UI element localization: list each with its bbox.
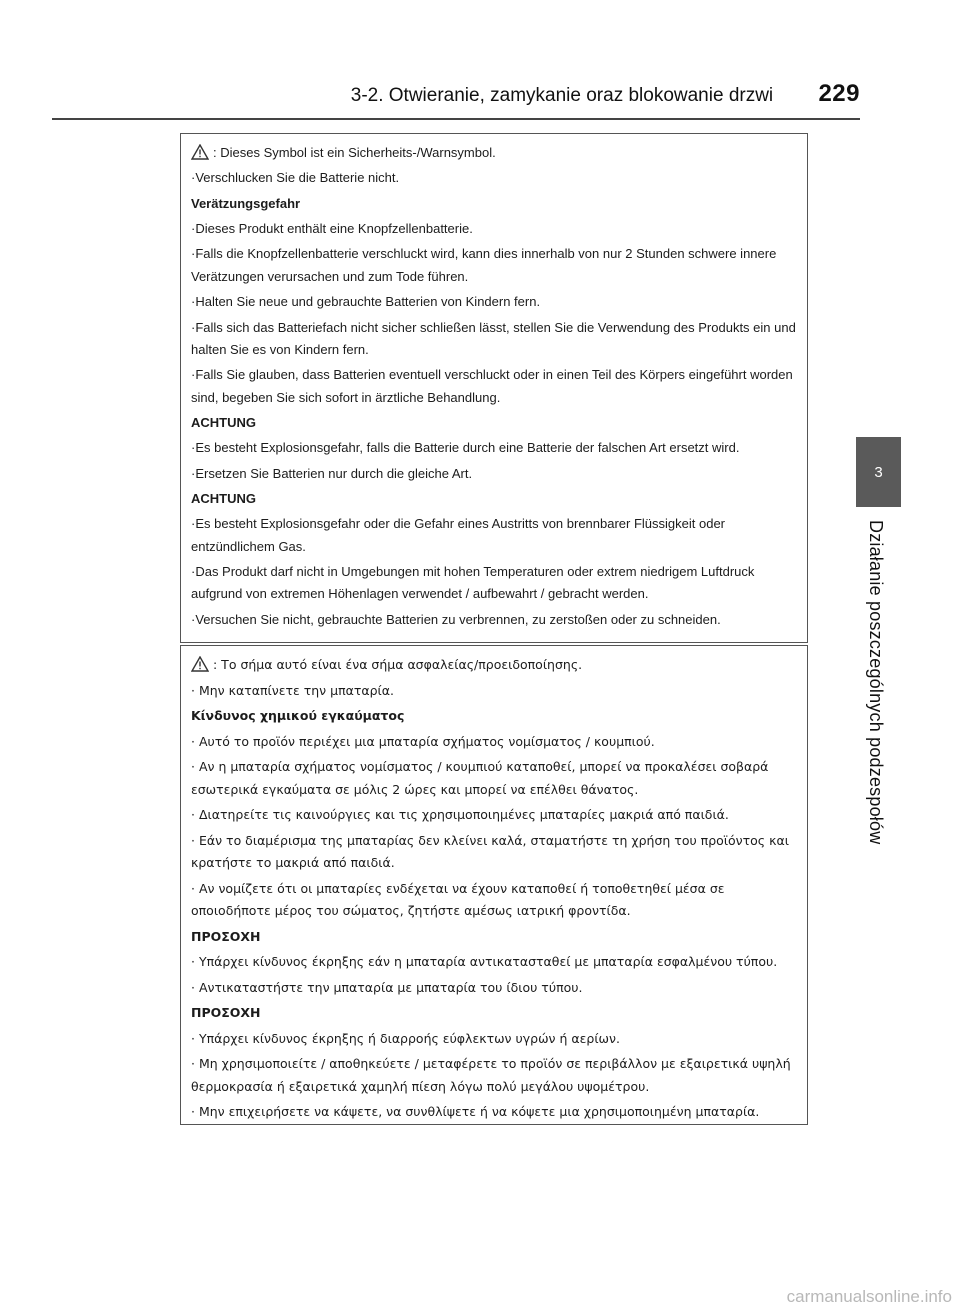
greek-symbol-note: : Το σήμα αυτό είναι ένα σήμα ασφαλείας/προειδοποίησης.	[213, 657, 583, 672]
german-line: ·Halten Sie neue und gebrauchte Batterien von Kindern fern.	[191, 294, 541, 310]
page-number: 229	[818, 80, 860, 107]
greek-line: · Αν νομίζετε ότι οι μπαταρίες ενδέχεται να έχουν καταποθεί ή τοποθετηθεί μέσα σε οποιοδήποτε μέρος του σώματος, ζητήστε αμέσως ιατρική φροντίδα.	[191, 880, 725, 918]
warning-triangle-icon	[191, 144, 209, 160]
german-symbol-line	[191, 142, 797, 164]
greek-line: · Υπάρχει κίνδυνος έκρηξης εάν η μπαταρία αντικατασταθεί με μπαταρία εσφαλμένου τύπου.	[191, 954, 778, 969]
german-heading: Verätzungsgefahr	[191, 195, 301, 211]
greek-heading: ΠΡΟΣΟΧΗ	[191, 928, 261, 944]
warning-triangle-icon	[191, 656, 209, 672]
greek-symbol-line	[191, 654, 797, 677]
section-title: 3-2. Otwieranie, zamykanie oraz blokowanie drzwi	[350, 85, 774, 106]
greek-line: · Υπάρχει κίνδυνος έκρηξης ή διαρροής εύφλεκτων υγρών ή αερίων.	[191, 1030, 620, 1046]
page-header	[0, 80, 860, 108]
german-line: ·Falls die Knopfzellenbatterie verschluckt wird, kann dies innerhalb von nur 2 Stunden schwere innere Verätzungen verursachen und zum Tode führen.	[191, 246, 777, 284]
german-line: ·Ersetzen Sie Batterien nur durch die gleiche Art.	[191, 465, 473, 481]
german-heading: ACHTUNG	[191, 414, 256, 430]
greek-line: · Μην καταπίνετε την μπαταρία.	[191, 682, 394, 698]
german-line: ·Falls sich das Batteriefach nicht sicher schließen lässt, stellen Sie die Verwendung des Produkts ein und halten Sie es von Kindern fern.	[191, 319, 796, 357]
greek-heading: Κίνδυνος χημικού εγκαύματος	[191, 708, 405, 723]
footer-watermark: carmanualsonline.info	[786, 1287, 952, 1306]
greek-line: · Μην επιχειρήσετε να κάψετε, να συνθλίψετε ή να κόψετε μια χρησιμοποιημένη μπαταρία.	[191, 1104, 760, 1119]
german-line: ·Dieses Produkt enthält eine Knopfzellenbatterie.	[191, 221, 473, 237]
greek-line: · Εάν το διαμέρισμα της μπαταρίας δεν κλείνει καλά, σταματήστε τη χρήση του προϊόντος και κρατήστε το μακριά από παιδιά.	[191, 832, 789, 870]
greek-heading: ΠΡΟΣΟΧΗ	[191, 1005, 261, 1020]
greek-line: · Αυτό το προϊόν περιέχει μια μπαταρία σχήματος νομίσματος / κουμπιού.	[191, 733, 655, 749]
greek-line: · Αν η μπαταρία σχήματος νομίσματος / κουμπιού καταποθεί, μπορεί να προκαλέσει σοβαρά εσωτερικά εγκαύματα σε μόλις 2 ώρες και μπορεί να επέλθει θάνατος.	[191, 759, 769, 797]
chapter-title: Działanie poszczególnych podzespołów	[866, 520, 886, 845]
german-symbol-note: : Dieses Symbol ist ein Sicherheits-/Warnsymbol.	[213, 145, 496, 160]
german-line: ·Verschlucken Sie die Batterie nicht.	[191, 170, 400, 186]
greek-line: · Αντικαταστήστε την μπαταρία με μπαταρία του ίδιου τύπου.	[191, 979, 583, 995]
german-line: ·Versuchen Sie nicht, gebrauchte Batterien zu verbrennen, zu zerstoßen oder zu schneiden.	[191, 611, 721, 627]
greek-warning-box	[180, 645, 808, 1125]
german-heading: ACHTUNG	[191, 491, 256, 507]
german-line: ·Falls Sie glauben, dass Batterien eventuell verschluckt oder in einen Teil des Körpers eingeführt worden sind, begeben Sie sich sofort in ärztliche Behandlung.	[191, 367, 793, 405]
greek-line: · Διατηρείτε τις καινούργιες και τις χρησιμοποιημένες μπαταρίες μακριά από παιδιά.	[191, 807, 729, 822]
chapter-number: 3	[874, 463, 883, 481]
german-line: ·Es besteht Explosionsgefahr, falls die Batterie durch eine Batterie der falschen Art ersetzt wird.	[191, 440, 740, 456]
header-divider	[52, 118, 860, 120]
german-line: ·Es besteht Explosionsgefahr oder die Gefahr eines Austritts von brennbarer Flüssigkeit oder entzündlichem Gas.	[191, 516, 726, 554]
german-line: ·Das Produkt darf nicht in Umgebungen mit hohen Temperaturen oder extrem niedrigem Luftdruck aufgrund von extremen Höhenlagen verwendet / aufbewahrt / gebracht werden.	[191, 564, 755, 602]
german-warning-box	[180, 133, 808, 643]
greek-line: · Μη χρησιμοποιείτε / αποθηκεύετε / μεταφέρετε το προϊόν σε περιβάλλον με εξαιρετικά υψηλή θερμοκρασία ή εξαιρετικά χαμηλή πίεση λόγω πολύ μεγάλου υψομέτρου.	[191, 1056, 791, 1094]
chapter-tab	[856, 437, 901, 507]
